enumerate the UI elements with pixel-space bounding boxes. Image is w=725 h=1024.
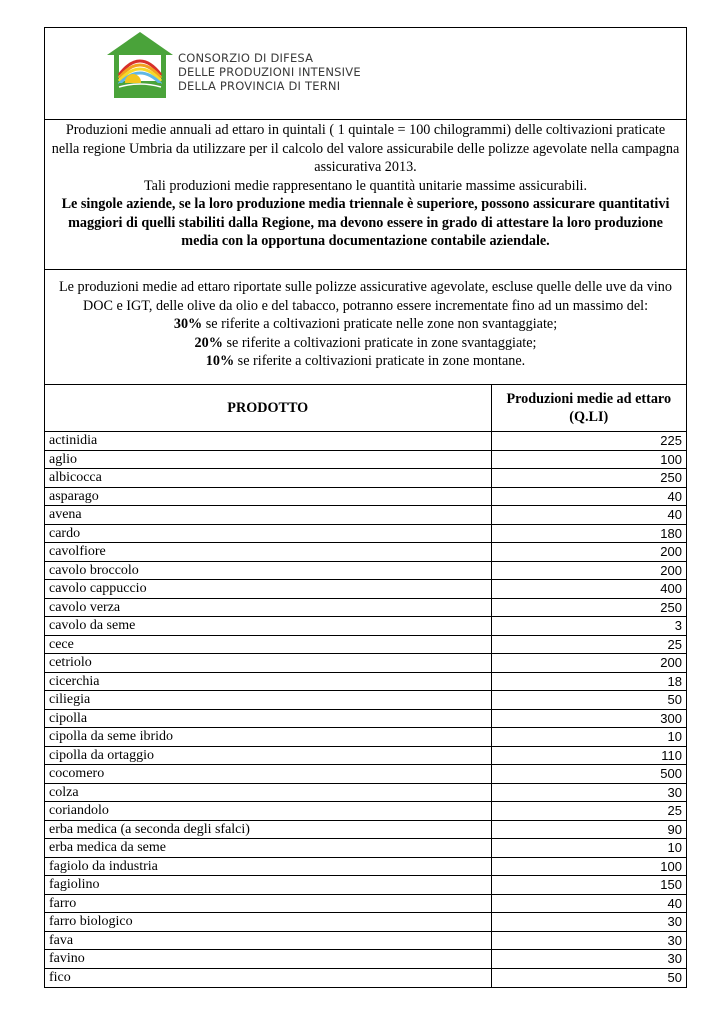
table-row xyxy=(45,839,686,858)
yield-value: 50 xyxy=(667,970,682,985)
product-name: fagiolo da industria xyxy=(45,857,491,876)
table-row xyxy=(45,543,686,562)
product-name: cavolo verza xyxy=(45,598,491,617)
yield-value: 250 xyxy=(491,469,686,488)
table-row xyxy=(45,487,686,506)
table-row xyxy=(45,968,686,987)
table-row xyxy=(45,580,686,599)
yield-value: 90 xyxy=(491,820,686,839)
increment-note xyxy=(45,270,686,385)
table-row xyxy=(45,876,686,895)
table-row xyxy=(45,746,686,765)
product-name: cocomero xyxy=(45,765,491,784)
table-row xyxy=(45,783,686,802)
consortium-logo xyxy=(105,31,175,99)
table-row xyxy=(45,506,686,525)
header xyxy=(45,28,686,120)
increment-item-20 xyxy=(51,334,680,353)
yield-value: 3 xyxy=(491,617,686,636)
yield-value: 18 xyxy=(491,672,686,691)
yield-value: 25 xyxy=(491,635,686,654)
table-row xyxy=(45,598,686,617)
product-name: cavolo da seme xyxy=(45,617,491,636)
product-name: colza xyxy=(45,783,491,802)
yield-value: 30 xyxy=(491,913,686,932)
increment-pct-20: 20% xyxy=(194,334,223,351)
yield-value: 30 xyxy=(491,950,686,969)
product-name: fico xyxy=(45,968,491,987)
table-row xyxy=(45,765,686,784)
logo-line-3: DELLA PROVINCIA DI TERNI xyxy=(178,79,341,93)
column-header-yield: Produzioni medie ad ettaro (Q.LI) xyxy=(491,385,686,432)
yield-value: 200 xyxy=(491,543,686,562)
yield-value: 30 xyxy=(491,931,686,950)
intro-farm-notice: Le singole aziende, se la loro produzione media triennale è superiore, possono assicurare quantitativi maggiori di quelli stabiliti dalla Regione, ma devono essere in grado di attestare la loro produzione media con la opportuna documentazione contabile aziendale. xyxy=(61,196,670,249)
yield-value: 30 xyxy=(491,783,686,802)
yield-value: 50 xyxy=(491,691,686,710)
increment-desc-10: se riferite a coltivazioni praticate in zone montane. xyxy=(234,353,526,369)
yield-value: 25 xyxy=(491,802,686,821)
product-name: ciliegia xyxy=(45,691,491,710)
table-row xyxy=(45,469,686,488)
yield-value: 250 xyxy=(491,598,686,617)
product-name: coriandolo xyxy=(45,802,491,821)
yield-value: 110 xyxy=(491,746,686,765)
yield-value: 100 xyxy=(491,450,686,469)
product-name: cetriolo xyxy=(45,654,491,673)
yield-value: 200 xyxy=(491,561,686,580)
increment-item-30 xyxy=(51,315,680,334)
table-row xyxy=(45,820,686,839)
logo-line-2: DELLE PRODUZIONI INTENSIVE xyxy=(178,65,361,79)
table-row xyxy=(45,691,686,710)
yield-value: 40 xyxy=(491,506,686,525)
table-row xyxy=(45,432,686,451)
column-header-product: PRODOTTO xyxy=(45,385,491,432)
product-name: erba medica da seme xyxy=(45,839,491,858)
product-name: cipolla da seme ibrido xyxy=(45,728,491,747)
product-name: albicocca xyxy=(45,469,491,488)
table-row xyxy=(45,635,686,654)
table-row xyxy=(45,931,686,950)
increment-desc-30: se riferite a coltivazioni praticate nelle zone non svantaggiate; xyxy=(202,316,558,332)
product-name: cicerchia xyxy=(45,672,491,691)
table-row xyxy=(45,672,686,691)
yield-value: 180 xyxy=(491,524,686,543)
table-row xyxy=(45,894,686,913)
product-name: cavolo cappuccio xyxy=(45,580,491,599)
document-frame xyxy=(44,27,687,988)
production-table xyxy=(45,385,686,987)
product-name: fava xyxy=(45,931,491,950)
product-name: farro biologico xyxy=(45,913,491,932)
product-name: avena xyxy=(45,506,491,525)
table-row xyxy=(45,709,686,728)
product-name: erba medica (a seconda degli sfalci) xyxy=(45,820,491,839)
product-name: cavolo broccolo xyxy=(45,561,491,580)
product-name: fagiolino xyxy=(45,876,491,895)
yield-value: 400 xyxy=(491,580,686,599)
increment-desc-20: se riferite a coltivazioni praticate in zone svantaggiate; xyxy=(222,334,537,351)
increment-pct-30: 30% xyxy=(173,316,203,332)
logo-line-1: CONSORZIO DI DIFESA xyxy=(178,51,314,65)
product-name: farro xyxy=(45,894,491,913)
intro-max-quantities: Tali produzioni medie rappresentano le quantità unitarie massime assicurabili. xyxy=(143,177,587,194)
consortium-name xyxy=(178,51,361,93)
yield-value: 200 xyxy=(491,654,686,673)
table-row xyxy=(45,857,686,876)
table-row xyxy=(45,654,686,673)
table-row xyxy=(45,450,686,469)
yield-value: 100 xyxy=(491,857,686,876)
yield-value: 40 xyxy=(491,487,686,506)
product-name: favino xyxy=(45,950,491,969)
table-header-row xyxy=(45,385,686,432)
yield-value: 10 xyxy=(491,728,686,747)
table-row xyxy=(45,950,686,969)
intro-section xyxy=(45,120,686,270)
yield-value: 10 xyxy=(491,839,686,858)
product-name: cipolla xyxy=(45,709,491,728)
yield-value: 225 xyxy=(491,432,686,451)
increment-pct-10: 10% xyxy=(205,353,235,369)
product-name: asparago xyxy=(45,487,491,506)
product-name: actinidia xyxy=(45,432,491,451)
product-name: cavolfiore xyxy=(45,543,491,562)
product-name: aglio xyxy=(45,450,491,469)
yield-value: 500 xyxy=(491,765,686,784)
table-row xyxy=(45,524,686,543)
yield-value: 40 xyxy=(491,894,686,913)
product-name: cipolla da ortaggio xyxy=(45,746,491,765)
table-row xyxy=(45,728,686,747)
yield-value: 150 xyxy=(491,876,686,895)
table-row xyxy=(45,561,686,580)
table-row xyxy=(45,802,686,821)
increment-text: Le produzioni medie ad ettaro riportate sulle polizze assicurative agevolate, escluse quelle delle uve da vino DOC e IGT, delle olive da olio e del tabacco, potranno essere incrementate fino ad un massimo del: xyxy=(59,279,672,314)
intro-description: Produzioni medie annuali ad ettaro in quintali ( 1 quintale = 100 chilogrammi) delle coltivazioni praticate nella regione Umbria da utilizzare per il calcolo del valore assicurabile delle polizze agevolate nella campagna assicurativa 2013. xyxy=(51,122,680,175)
increment-item-10 xyxy=(51,352,680,371)
table-row xyxy=(45,617,686,636)
yield-value: 300 xyxy=(491,709,686,728)
product-name: cece xyxy=(45,635,491,654)
product-name: cardo xyxy=(45,524,491,543)
table-body xyxy=(45,432,686,987)
table-row xyxy=(45,913,686,932)
